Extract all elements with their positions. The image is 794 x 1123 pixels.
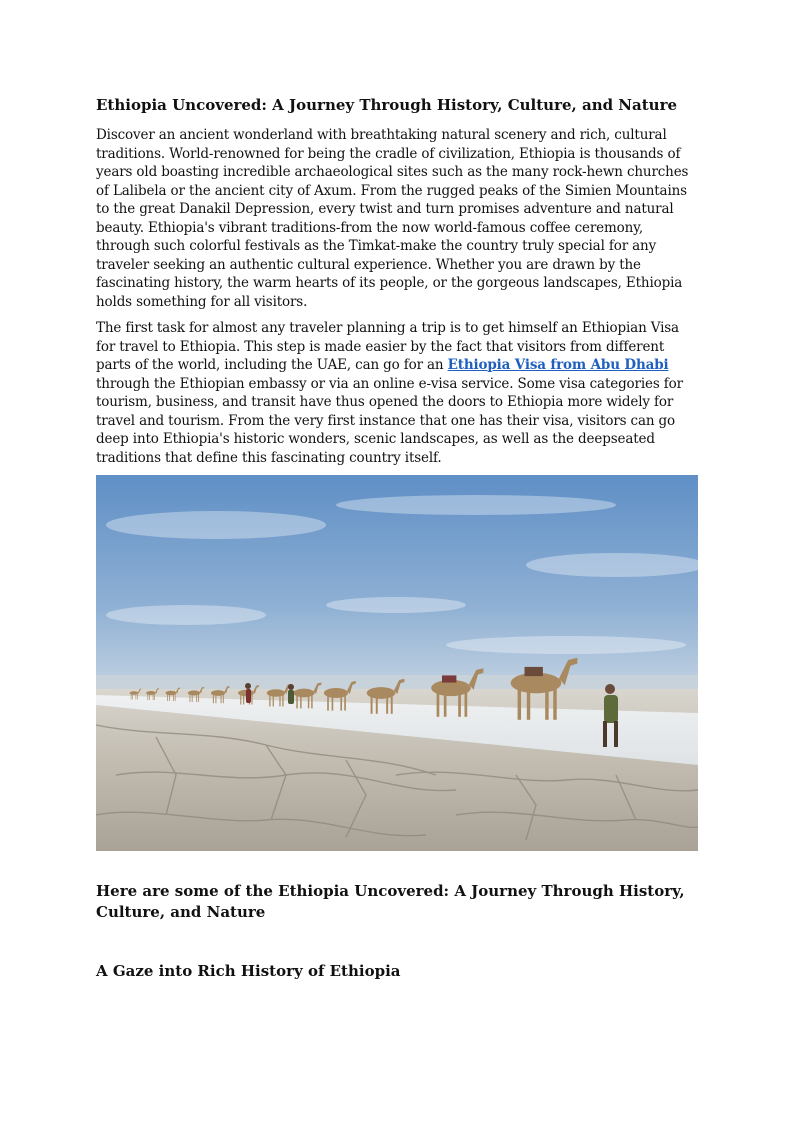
document-page [96,94,698,982]
visa-paragraph-text-after: through the Ethiopian embassy or via an online e-visa service. Some visa categories for tourism, business, and transit have thus opened the doors to Ethiopia more widely for travel and tourism. From the very first instance that one has their visa, visitors can go deep into Ethiopia's historic wonders, scenic landscapes, as well as the deepseated traditions that define this fascinating country itself. [96,375,683,466]
section-subheading: Here are some of the Ethiopia Uncovered: A Journey Through History, Culture, and Nature [96,882,685,921]
camel-caravan-photo [96,475,698,851]
visa-paragraph [96,319,698,467]
document-title: Ethiopia Uncovered: A Journey Through History, Culture, and Nature [96,96,678,114]
ethiopia-visa-link[interactable]: Ethiopia Visa from Abu Dhabi [447,357,669,373]
intro-paragraph: Discover an ancient wonderland with breathtaking natural scenery and rich, cultural traditions. World-renowned for being the cradle of civilization, Ethiopia is thousands of years old boasting incredible archaeological sites such as the many rock-hewn churches of Lalibela or the ancient city of Axum. From the rugged peaks of the Simien Mountains to the great Danakil Depression, every twist and turn promises adventure and natural beauty. Ethiopia's vibrant traditions-from the now world-famous coffee ceremony, through such colorful festivals as the Timkat-make the country truly special for any traveler seeking an authentic cultural experience. Whether you are drawn by the fascinating history, the warm hearts of its people, or the gorgeous landscapes, Ethiopia holds something for all visitors. [96,127,689,310]
history-heading: A Gaze into Rich History of Ethiopia [96,962,401,980]
visa-paragraph-text-before: The first task for almost any traveler planning a trip is to get himself an Ethiopian Visa for travel to Ethiopia. This step is made easier by the fact that visitors from different parts of the world, including the UAE, can go for an [96,320,679,373]
